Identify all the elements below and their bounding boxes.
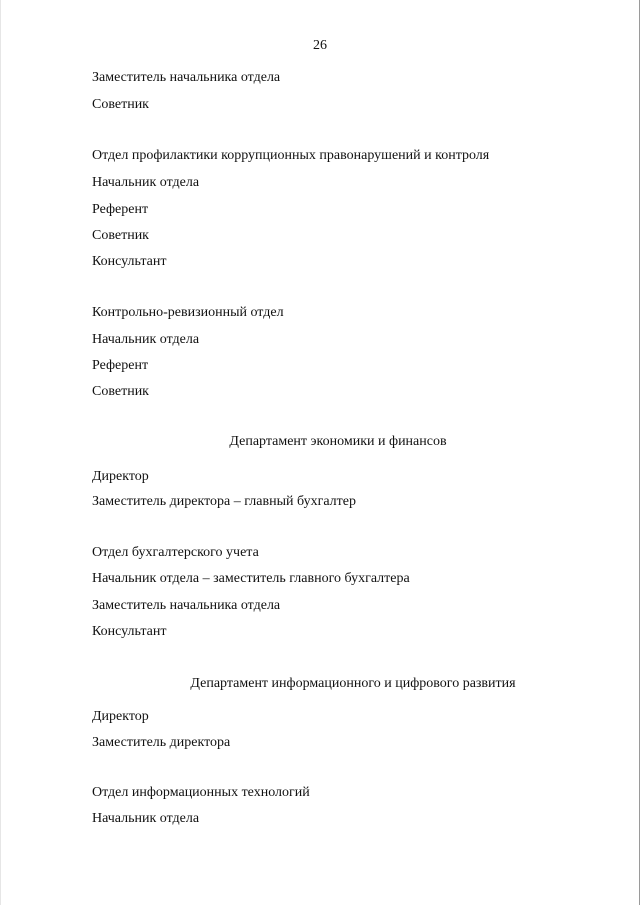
- position-line: Директор: [92, 709, 149, 724]
- department-unit-title: Отдел бухгалтерского учета: [92, 545, 259, 560]
- position-line: Референт: [92, 358, 149, 373]
- position-line: Советник: [92, 97, 149, 112]
- position-line: Заместитель директора – главный бухгалтер: [92, 494, 356, 509]
- position-line: Начальник отдела: [92, 175, 200, 190]
- position-line: Начальник отдела – заместитель главного бухгалтера: [92, 571, 410, 586]
- position-line: Начальник отдела: [92, 811, 200, 826]
- position-line: Советник: [92, 228, 149, 243]
- position-line: Начальник отдела: [92, 332, 200, 347]
- position-line: Директор: [92, 469, 149, 484]
- department-heading: Департамент экономики и финансов: [229, 434, 447, 449]
- page-left-edge: [0, 0, 1, 905]
- position-line: Заместитель начальника отдела: [92, 598, 281, 613]
- page-number: 26: [313, 38, 327, 53]
- position-line: Консультант: [92, 254, 167, 269]
- department-heading: Департамент информационного и цифрового развития: [190, 676, 516, 691]
- department-unit-title: Отдел профилактики коррупционных правонарушений и контроля: [92, 148, 490, 163]
- position-line: Заместитель директора: [92, 735, 231, 750]
- position-line: Советник: [92, 384, 149, 399]
- position-line: Консультант: [92, 624, 167, 639]
- department-unit-title: Контрольно-ревизионный отдел: [92, 305, 284, 320]
- position-line: Референт: [92, 202, 149, 217]
- position-line: Заместитель начальника отдела: [92, 70, 281, 85]
- department-unit-title: Отдел информационных технологий: [92, 785, 310, 800]
